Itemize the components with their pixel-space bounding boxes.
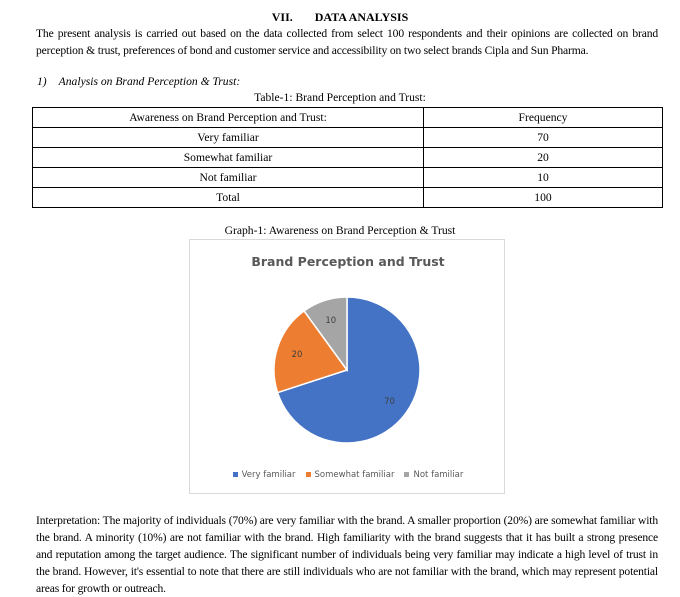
table-row-total: Total 100: [33, 188, 663, 208]
data-label: 70: [384, 396, 395, 407]
frequency-table: [32, 107, 663, 208]
pie-svg: [190, 240, 506, 495]
legend-swatch: [306, 472, 311, 477]
table-row: Very familiar 70: [33, 128, 663, 148]
chart-legend: [190, 470, 506, 480]
legend-swatch: [404, 472, 409, 477]
legend-label: Somewhat familiar: [314, 470, 395, 480]
section-heading: VII. DATA ANALYSIS: [271, 10, 409, 24]
graph-caption: Graph-1: Awareness on Brand Perception & Trust: [224, 224, 456, 237]
table-row: Somewhat familiar 20: [33, 148, 663, 168]
legend-item: [404, 470, 463, 480]
chart-title: Brand Perception and Trust: [251, 254, 445, 269]
pie-chart: [189, 239, 505, 494]
data-label: 10: [325, 316, 337, 327]
legend-item: [306, 470, 395, 480]
table-header-row: Awareness on Brand Perception and Trust: Frequency: [33, 108, 663, 128]
legend-label: Very familiar: [241, 470, 296, 480]
table-caption: Table-1: Brand Perception and Trust:: [254, 91, 426, 104]
legend-label: Not familiar: [413, 470, 464, 480]
legend-swatch: [233, 472, 238, 477]
legend-item: [233, 470, 296, 480]
intro-paragraph: The present analysis is carried out based on the data collected from select 100 respondents and their opinions are collected on brand perception & trust, preferences of bond and customer service and accessibility on two select brands Cipla and Sun Pharma.: [36, 27, 658, 57]
data-label: 20: [291, 349, 303, 360]
interpretation-paragraph: Interpretation: The majority of individuals (70%) are very familiar with the brand. A smaller proportion (20%) are somewhat familiar with the brand. A minority (10%) are not familiar with the brand. High familiarity with the brand suggests that it has built a strong presence and reputation among the target audience. The significant number of individuals being very familiar may indicate a high level of trust in the brand. However, it's essential to note that there are still individuals who are not familiar with the brand, which may represent potential areas for growth or outreach.: [36, 514, 658, 595]
subsection-heading: 1) Analysis on Brand Perception & Trust:: [37, 75, 241, 88]
table-row: Not familiar 10: [33, 168, 663, 188]
